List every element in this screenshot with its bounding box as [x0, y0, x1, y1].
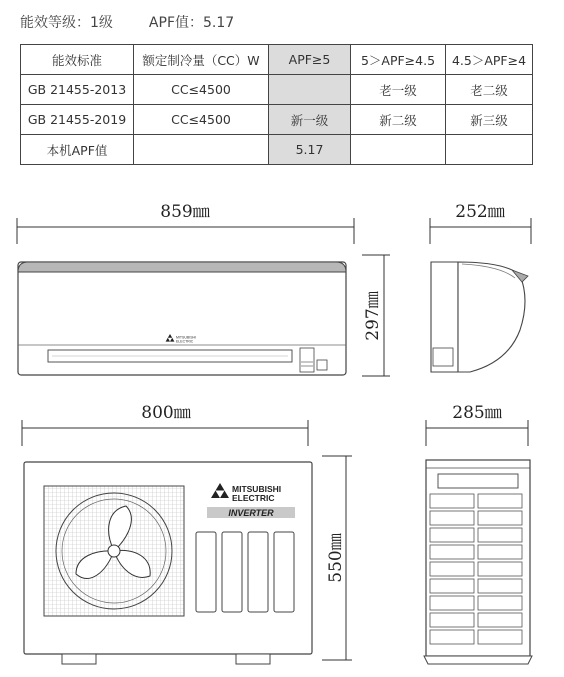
outdoor-height-dimension	[322, 456, 352, 660]
table-cell: CC≤4500	[134, 105, 269, 135]
louver-slot	[478, 562, 522, 576]
louver-slot	[478, 596, 522, 610]
outdoor-unit-front-drawing	[24, 462, 312, 664]
indoor-depth-label: 252㎜	[455, 202, 505, 222]
louver-slot	[478, 545, 522, 559]
louver-slot	[478, 613, 522, 627]
brand-line1: MITSUBISHI	[232, 484, 282, 494]
table-cell: 老一级	[351, 75, 446, 105]
table-cell: 新一级	[269, 105, 351, 135]
louver-slot	[478, 630, 522, 644]
inverter-label: INVERTER	[228, 508, 274, 518]
brand-line1-small: MITSUBISHI	[176, 335, 197, 340]
louver-slot	[430, 596, 474, 610]
indoor-height-dimension	[362, 255, 390, 376]
louver-slot	[430, 613, 474, 627]
table-cell: 新二级	[351, 105, 446, 135]
header-cell: APF≥5	[269, 45, 351, 75]
indoor-width-dimension	[17, 202, 354, 244]
table-cell: CC≤4500	[134, 75, 269, 105]
brand-line2: ELECTRIC	[232, 493, 275, 503]
louver-slot	[478, 494, 522, 508]
indoor-unit-side-drawing	[431, 262, 528, 372]
header-cell: 能效标准	[21, 45, 134, 75]
outdoor-width-dimension	[22, 403, 308, 446]
table-cell: 老二级	[446, 75, 533, 105]
outdoor-unit-side-drawing	[424, 460, 532, 664]
indoor-depth-dimension	[430, 202, 531, 244]
outdoor-width-label: 800㎜	[141, 403, 191, 423]
outdoor-depth-dimension	[426, 403, 528, 446]
table-cell: 新三级	[446, 105, 533, 135]
louver-slot	[430, 494, 474, 508]
louver-slot	[430, 562, 474, 576]
brand-line2-small: ELECTRIC	[176, 339, 194, 344]
louver-slot	[478, 528, 522, 542]
indoor-width-label: 859㎜	[160, 202, 210, 222]
table-cell: GB 21455-2019	[21, 105, 134, 135]
louver-slot	[430, 579, 474, 593]
louver-slot	[430, 545, 474, 559]
header-cell: 5＞APF≥4.5	[351, 45, 446, 75]
louver-slot	[430, 528, 474, 542]
apf-value-label: APF值：5.17	[148, 15, 235, 31]
indoor-height-label: 297㎜	[363, 291, 383, 341]
outdoor-height-label: 550㎜	[326, 533, 346, 583]
table-cell: 本机APF值	[21, 135, 134, 165]
louver-slot	[430, 511, 474, 525]
outdoor-depth-label: 285㎜	[452, 403, 502, 423]
table-cell: 5.17	[269, 135, 351, 165]
header-cell: 额定制冷量（CC）W	[134, 45, 269, 75]
louver-slot	[478, 511, 522, 525]
energy-grade-label: 能效等级：1级	[20, 15, 113, 31]
header-cell: 4.5＞APF≥4	[446, 45, 533, 75]
indoor-unit-front-drawing	[18, 262, 346, 375]
louver-slot	[478, 579, 522, 593]
table-cell: GB 21455-2013	[21, 75, 134, 105]
louver-slot	[430, 630, 474, 644]
